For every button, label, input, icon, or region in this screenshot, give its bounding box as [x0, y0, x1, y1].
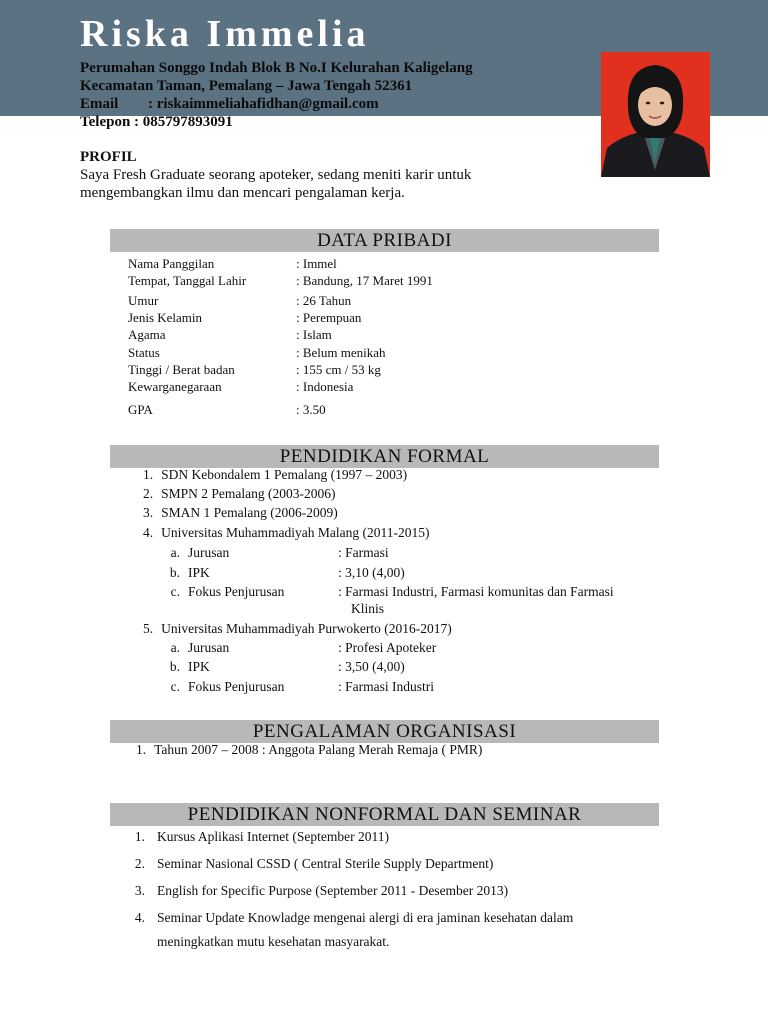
- list-item: [131, 910, 573, 926]
- item-text: SDN Kebondalem 1 Pemalang (1997 – 2003): [161, 467, 408, 482]
- list-item: [131, 829, 389, 845]
- item-number: 2.: [134, 856, 145, 871]
- field-value: : 3.50: [296, 402, 326, 417]
- sub-item-value: : Farmasi: [338, 545, 389, 560]
- item-number: 3.: [143, 505, 154, 520]
- email-value: : riskaimmeliahafidhan@gmail.com: [148, 96, 379, 112]
- sub-item-letter: a.: [170, 640, 180, 655]
- address-line-2: Kecamatan Taman, Pemalang – Jawa Tengah 52361: [80, 78, 413, 94]
- sub-item-label: Fokus Penjurusan: [188, 584, 285, 599]
- item-text: SMAN 1 Pemalang (2006-2009): [161, 505, 338, 520]
- list-item-continuation: meningkatkan mutu kesehatan masyarakat.: [157, 934, 390, 949]
- sub-item-label: Jurusan: [188, 640, 230, 655]
- field-label: Tinggi / Berat badan: [128, 362, 235, 377]
- item-text: Universitas Muhammadiyah Purwokerto (2016-2017): [161, 621, 452, 636]
- list-item: [143, 505, 338, 521]
- personal-data-row: [128, 292, 351, 309]
- item-number: 1.: [136, 742, 147, 757]
- phone-row: [80, 113, 473, 131]
- field-value: : Immel: [296, 256, 337, 271]
- profile-section: [80, 148, 570, 202]
- portrait-image: [601, 52, 710, 177]
- field-value: : Belum menikah: [296, 345, 386, 360]
- sub-item-letter: a.: [170, 545, 180, 560]
- item-number: 4.: [134, 910, 145, 925]
- item-text: Seminar Nasional CSSD ( Central Sterile Supply Department): [157, 856, 494, 871]
- profile-text-line-1: Saya Fresh Graduate seorang apoteker, sedang meniti karir untuk: [80, 167, 472, 183]
- personal-data-row: [128, 378, 353, 395]
- section-title-data-pribadi: DATA PRIBADI: [110, 229, 659, 252]
- item-text: SMPN 2 Pemalang (2003-2006): [161, 486, 336, 501]
- item-number: 5.: [143, 621, 154, 636]
- item-number: 1.: [143, 467, 154, 482]
- sub-item-label: IPK: [188, 659, 210, 674]
- field-value: : 155 cm / 53 kg: [296, 362, 381, 377]
- field-value: : Bandung, 17 Maret 1991: [296, 273, 433, 288]
- sub-item-value-continuation: Klinis: [351, 601, 385, 616]
- field-label: Agama: [128, 327, 166, 342]
- personal-data-row: [128, 255, 337, 272]
- sub-item-letter: c.: [170, 679, 180, 694]
- personal-data-row: [128, 309, 361, 326]
- field-value: : 26 Tahun: [296, 293, 352, 308]
- list-item: [143, 621, 452, 637]
- field-label: Umur: [128, 293, 159, 308]
- profile-text-line-2: mengembangkan ilmu dan mencari pengalaman kerja.: [80, 185, 405, 201]
- sub-item: [168, 679, 434, 695]
- item-number: 2.: [143, 486, 154, 501]
- item-text: English for Specific Purpose (September 2011 - Desember 2013): [157, 883, 509, 898]
- item-text: Tahun 2007 – 2008 : Anggota Palang Merah Remaja ( PMR): [154, 742, 483, 757]
- field-label: Kewarganegaraan: [128, 379, 222, 394]
- sub-item-value: : Farmasi Industri: [338, 679, 434, 694]
- list-item: [136, 742, 482, 758]
- sub-item-value: : 3,10 (4,00): [338, 565, 405, 580]
- list-item: [131, 856, 493, 872]
- section-title-pendidikan-formal: PENDIDIKAN FORMAL: [110, 445, 659, 468]
- phone-value: : 085797893091: [134, 114, 233, 130]
- item-text: Kursus Aplikasi Internet (September 2011): [157, 829, 389, 844]
- address-line-1: Perumahan Songgo Indah Blok B No.I Kelurahan Kaligelang: [80, 60, 473, 76]
- field-label: Nama Panggilan: [128, 256, 215, 271]
- item-number: 4.: [143, 525, 154, 540]
- sub-item-letter: b.: [169, 565, 180, 580]
- item-text: Seminar Update Knowladge mengenai alergi di era jaminan kesehatan dalam: [157, 910, 574, 925]
- phone-label: Telepon: [80, 114, 131, 130]
- sub-item-label: Jurusan: [188, 545, 230, 560]
- applicant-name: Riska Immelia: [80, 13, 370, 55]
- list-item: [131, 883, 508, 899]
- field-label: Jenis Kelamin: [128, 310, 203, 325]
- field-value: : Islam: [296, 327, 332, 342]
- sub-item: [168, 565, 405, 581]
- sub-item: [168, 545, 389, 561]
- sub-item-letter: b.: [169, 659, 180, 674]
- profile-photo: [601, 52, 710, 177]
- profile-title: PROFIL: [80, 149, 137, 165]
- field-value: : Indonesia: [296, 379, 354, 394]
- list-item: [143, 486, 336, 502]
- personal-data-row: [128, 344, 386, 361]
- sub-item: [168, 659, 405, 675]
- sub-item-value: : Profesi Apoteker: [338, 640, 437, 655]
- list-item: [143, 467, 407, 483]
- field-label: GPA: [128, 402, 153, 417]
- field-label: Status: [128, 345, 160, 360]
- field-label: Tempat, Tanggal Lahir: [128, 273, 247, 288]
- list-item: [143, 525, 429, 541]
- field-value: : Perempuan: [296, 310, 362, 325]
- sub-item-label: IPK: [188, 565, 210, 580]
- personal-data-row: [128, 272, 433, 289]
- email-label: Email: [80, 96, 119, 112]
- section-title-pendidikan-nonformal: PENDIDIKAN NONFORMAL DAN SEMINAR: [110, 803, 659, 826]
- sub-item-value: : Farmasi Industri, Farmasi komunitas dan Farmasi: [338, 584, 614, 599]
- sub-item: [168, 640, 436, 656]
- section-title-pengalaman-organisasi: PENGALAMAN ORGANISASI: [110, 720, 659, 743]
- sub-item-letter: c.: [170, 584, 180, 599]
- item-number: 1.: [134, 829, 145, 844]
- item-text: Universitas Muhammadiyah Malang (2011-2015): [161, 525, 430, 540]
- sub-item: [168, 584, 614, 600]
- personal-data-row: [128, 326, 332, 343]
- personal-data-row: [128, 401, 326, 418]
- sub-item-value: : 3,50 (4,00): [338, 659, 405, 674]
- personal-data-row: [128, 361, 381, 378]
- email-row: [80, 95, 473, 113]
- item-number: 3.: [134, 883, 145, 898]
- sub-item-label: Fokus Penjurusan: [188, 679, 285, 694]
- contact-block: [80, 59, 473, 131]
